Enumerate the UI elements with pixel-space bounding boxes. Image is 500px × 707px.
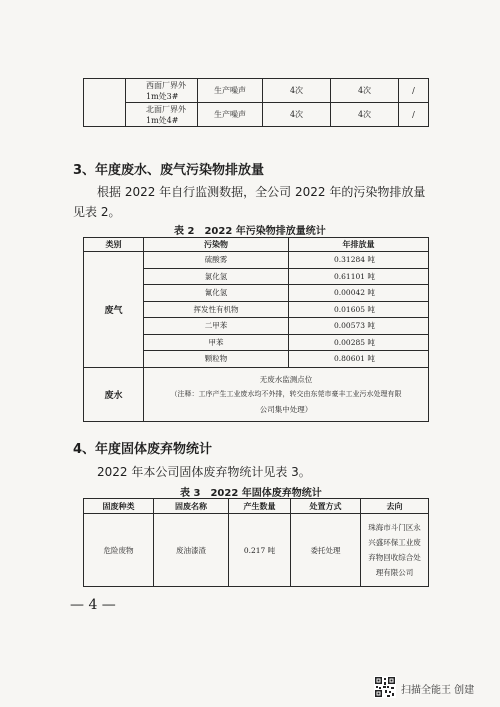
table-caption: 表 3 2022 年固体废弃物统计 bbox=[180, 488, 322, 499]
freq-cell: 4次 bbox=[263, 103, 331, 127]
table-header-row bbox=[84, 238, 429, 252]
wastewater-note-line: 无废水监测点位 bbox=[259, 374, 313, 384]
page-number: — 4 — bbox=[70, 597, 116, 613]
category-cell: 废水 bbox=[84, 367, 144, 421]
method-cell: 委托处理 bbox=[291, 514, 361, 587]
pollutant-cell: 氰化氢 bbox=[144, 285, 289, 302]
note-cell: / bbox=[399, 103, 429, 127]
section-heading: 4、年度固体废弃物统计 bbox=[73, 442, 213, 457]
quantity-cell: 0.217 吨 bbox=[229, 514, 291, 587]
noise-monitoring-table bbox=[83, 78, 429, 127]
column-header: 污染物 bbox=[144, 238, 289, 252]
item-cell: 生产噪声 bbox=[198, 103, 263, 127]
wastewater-note-line: （注释：工序产生工业废水均不外排，转交由东莞市豪丰工业污水处理有限 bbox=[170, 389, 402, 398]
table-row bbox=[84, 252, 429, 269]
table-caption: 表 2 2022 年污染物排放量统计 bbox=[174, 226, 326, 237]
amount-cell: 0.61101 吨 bbox=[289, 268, 429, 285]
column-header: 去向 bbox=[361, 499, 429, 514]
merged-cell bbox=[84, 79, 126, 127]
amount-cell: 0.01605 吨 bbox=[289, 301, 429, 318]
item-cell: 生产噪声 bbox=[198, 79, 263, 103]
section-heading: 3、年度废水、废气污染物排放量 bbox=[73, 163, 265, 178]
amount-cell: 0.00285 吨 bbox=[289, 334, 429, 351]
column-header: 类别 bbox=[84, 238, 144, 252]
wastewater-note-line: 公司集中处理） bbox=[259, 404, 313, 414]
waste-type-cell: 危险废物 bbox=[84, 514, 154, 587]
amount-cell: 0.31284 吨 bbox=[289, 252, 429, 269]
table-row bbox=[84, 103, 429, 127]
emissions-table bbox=[83, 237, 429, 422]
freq-cell: 4次 bbox=[263, 79, 331, 103]
destination-cell bbox=[361, 514, 429, 587]
wastewater-note-cell bbox=[144, 367, 429, 421]
solid-waste-table bbox=[83, 498, 429, 587]
column-header: 处置方式 bbox=[291, 499, 361, 514]
column-header: 固废种类 bbox=[84, 499, 154, 514]
waste-name-cell: 废油漆渣 bbox=[154, 514, 229, 587]
table-row bbox=[84, 79, 429, 103]
location-cell: 西面厂界外1m处3# bbox=[126, 79, 198, 103]
pollutant-cell: 硫酸雾 bbox=[144, 252, 289, 269]
note-cell: / bbox=[399, 79, 429, 103]
amount-cell: 0.80601 吨 bbox=[289, 351, 429, 368]
pollutant-cell: 氯化氢 bbox=[144, 268, 289, 285]
column-header: 产生数量 bbox=[229, 499, 291, 514]
location-cell: 北面厂界外1m处4# bbox=[126, 103, 198, 127]
destination-line: 理有限公司 bbox=[375, 568, 414, 577]
scanner-watermark: 扫描全能王 创建 bbox=[401, 685, 475, 696]
destination-line: 弃物回收综合处 bbox=[368, 553, 421, 562]
column-header: 年排放量 bbox=[289, 238, 429, 252]
table-row bbox=[84, 367, 429, 421]
table-row bbox=[84, 514, 429, 587]
paragraph-text: 根据 2022 年自行监测数据，全公司 2022 年的污染物排放量 bbox=[97, 185, 426, 199]
column-header: 固废名称 bbox=[154, 499, 229, 514]
freq-cell: 4次 bbox=[331, 79, 399, 103]
pollutant-cell: 甲苯 bbox=[144, 334, 289, 351]
paragraph-text: 2022 年本公司固体废弃物统计见表 3。 bbox=[97, 465, 311, 479]
qr-code-icon bbox=[374, 676, 396, 698]
paragraph-text: 见表 2。 bbox=[73, 205, 121, 219]
freq-cell: 4次 bbox=[331, 103, 399, 127]
pollutant-cell: 颗粒物 bbox=[144, 351, 289, 368]
amount-cell: 0.00042 吨 bbox=[289, 285, 429, 302]
amount-cell: 0.00573 吨 bbox=[289, 318, 429, 335]
destination-line: 珠海市斗门区永 bbox=[368, 523, 421, 532]
category-cell: 废气 bbox=[84, 252, 144, 368]
destination-line: 兴盛环保工业废 bbox=[368, 538, 421, 547]
pollutant-cell: 二甲苯 bbox=[144, 318, 289, 335]
pollutant-cell: 挥发性有机物 bbox=[144, 301, 289, 318]
table-header-row bbox=[84, 499, 429, 514]
